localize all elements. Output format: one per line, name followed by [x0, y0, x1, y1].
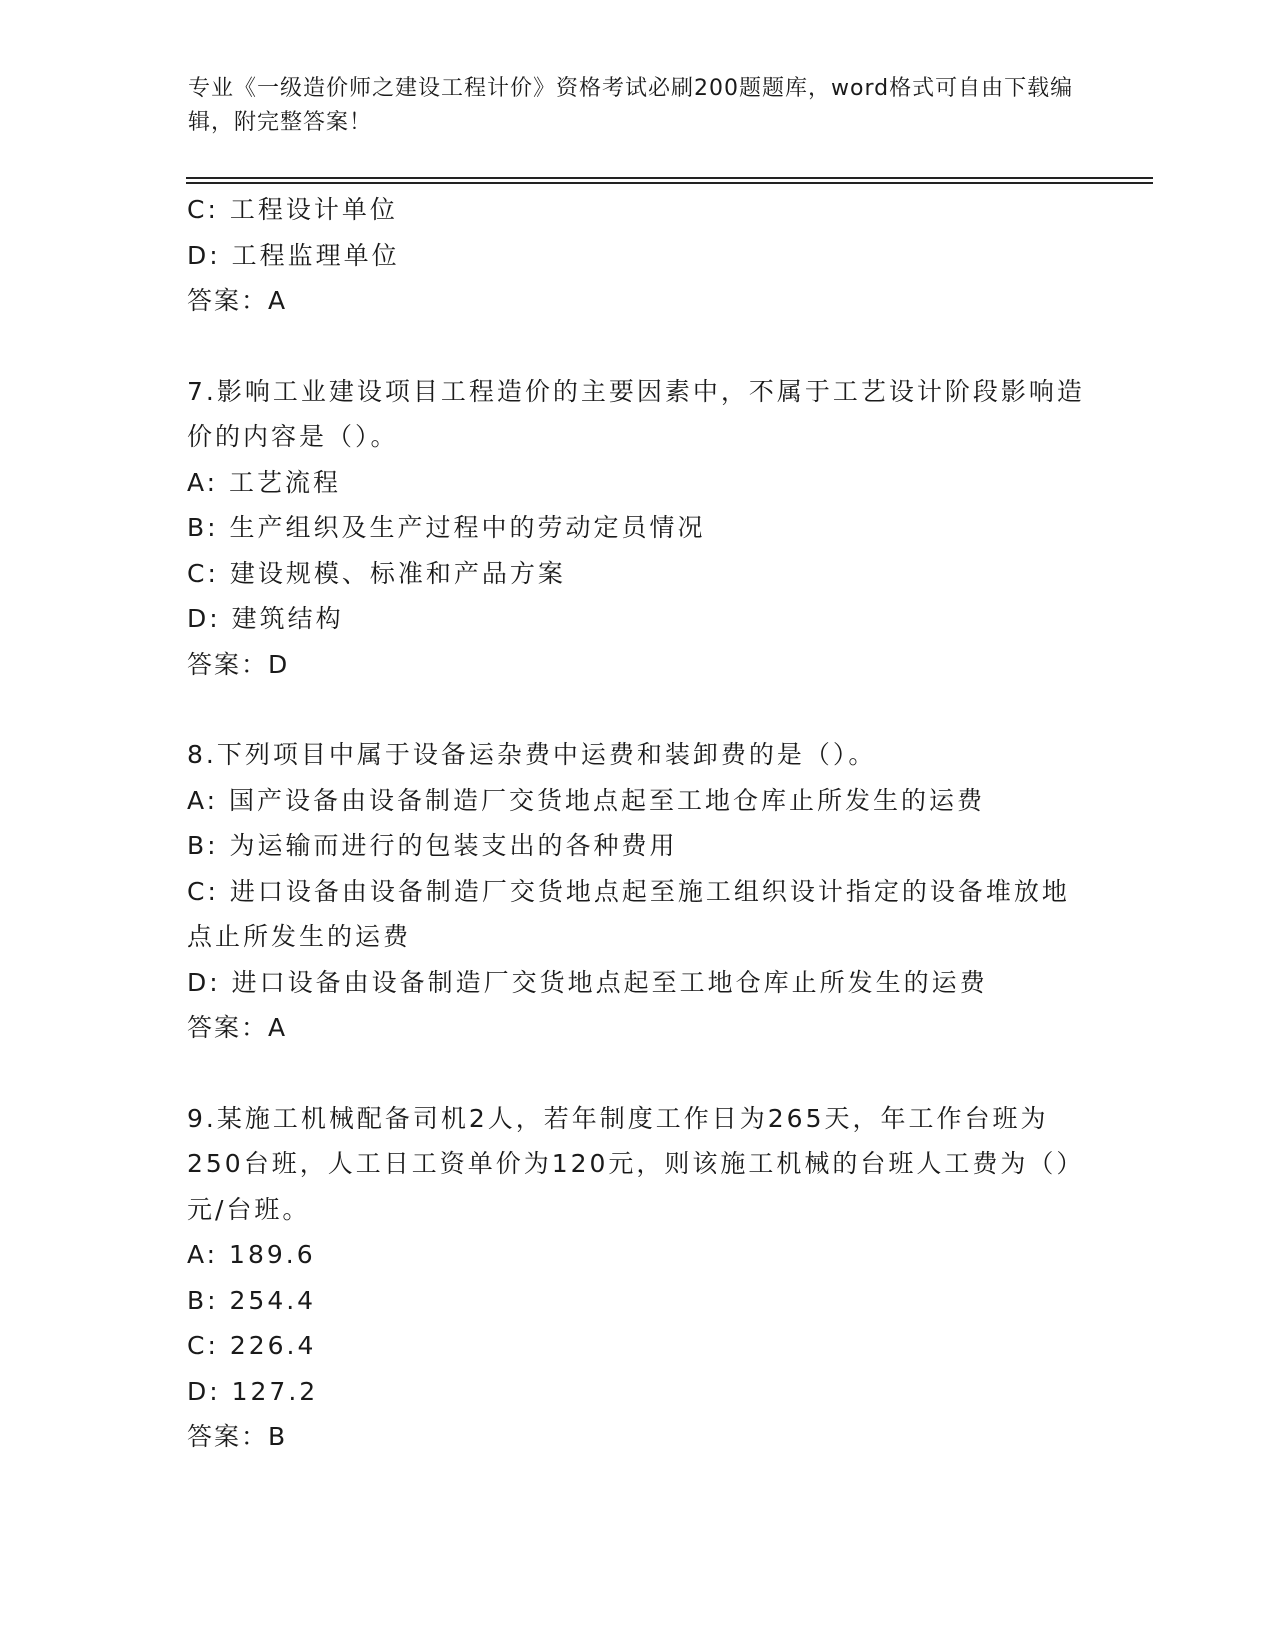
option-d: D: 工程监理单位: [187, 240, 400, 270]
answer-line: [187, 642, 1087, 688]
answer-line: [187, 1414, 1087, 1460]
answer-value: A: [268, 286, 287, 315]
question-stem: 8.下列项目中属于设备运杂费中运费和装卸费的是（）。: [187, 740, 877, 769]
answer-label: 答案：: [187, 1013, 269, 1042]
option-a: A: 工艺流程: [187, 467, 342, 497]
question-7: [187, 369, 1087, 688]
document-header: 专业《一级造价师之建设工程计价》资格考试必刷200题题库，word格式可自由下载编辑，附完整答案！: [188, 76, 1074, 135]
question-9: [187, 1096, 1087, 1460]
question-stem: 7.影响工业建设项目工程造价的主要因素中，不属于工艺设计阶段影响造价的内容是（）。: [187, 376, 1085, 451]
answer-label: 答案：: [187, 1422, 269, 1451]
header-rule-top: [186, 177, 1153, 179]
answer-line: [187, 1005, 1087, 1051]
option-c: C: 工程设计单位: [187, 195, 398, 224]
option-b: B: 生产组织及生产过程中的劳动定员情况: [187, 513, 706, 542]
question-8: [187, 732, 1087, 1051]
answer-line: [187, 278, 1087, 324]
header-rule-bottom: [186, 182, 1153, 184]
option-d: D: 进口设备由设备制造厂交货地点起至工地仓库止所发生的运费: [187, 967, 988, 997]
option-c: C: 226.4: [187, 1331, 317, 1360]
answer-value: B: [268, 1422, 287, 1451]
carryover-block: [187, 187, 1087, 324]
option-d: D: 127.2: [187, 1376, 319, 1406]
answer-value: D: [268, 649, 289, 679]
option-c: C: 进口设备由设备制造厂交货地点起至施工组织设计指定的设备堆放地点止所发生的运费: [187, 876, 1070, 951]
question-content: [187, 187, 1087, 1505]
answer-label: 答案：: [187, 286, 269, 315]
option-d: D: 建筑结构: [187, 604, 344, 633]
option-c: C: 建设规模、标准和产品方案: [187, 558, 566, 588]
option-a: A: 国产设备由设备制造厂交货地点起至工地仓库止所发生的运费: [187, 785, 986, 815]
option-b: B: 为运输而进行的包装支出的各种费用: [187, 831, 678, 860]
question-stem: 9.某施工机械配备司机2人，若年制度工作日为265天，年工作台班为250台班，人工日工资单价为120元，则该施工机械的台班人工费为（）元/台班。: [187, 1103, 1085, 1224]
answer-label: 答案：: [187, 649, 269, 679]
option-b: B: 254.4: [187, 1285, 317, 1315]
option-a: A: 189.6: [187, 1240, 316, 1269]
answer-value: A: [268, 1013, 287, 1042]
